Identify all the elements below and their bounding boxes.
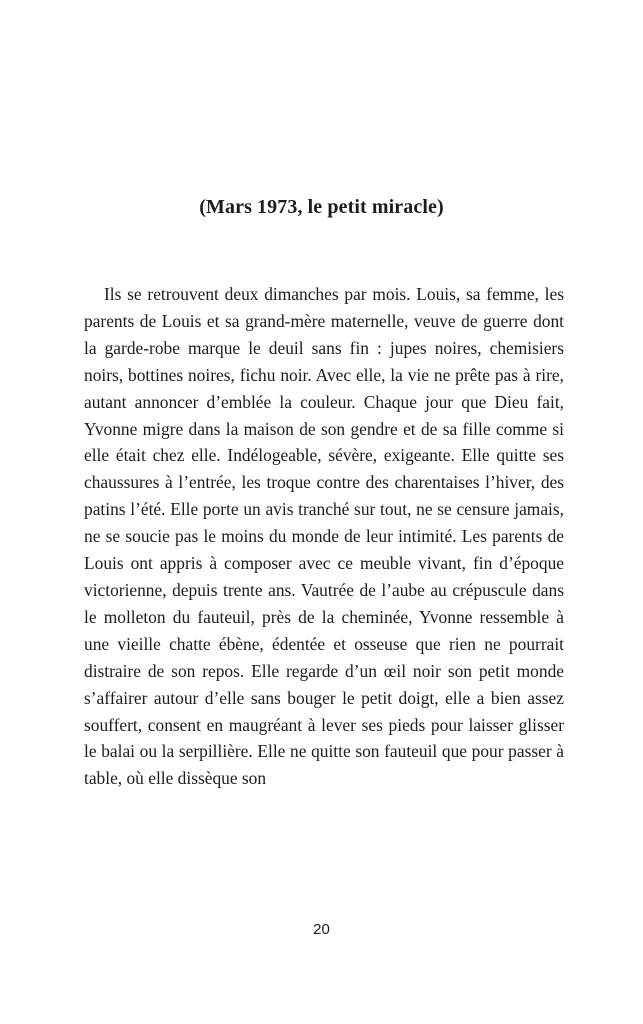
chapter-title: (Mars 1973, le petit miracle) (199, 196, 444, 218)
page-number: 20 (313, 921, 330, 938)
body-paragraph: Ils se retrouvent deux dimanches par mois. Louis, sa femme, les parents de Louis et sa grand-mère maternelle, veuve de guerre dont la garde-robe marque le deuil sans fin : jupes noires, chemisiers noirs, bottines noires, fichu noir. Avec elle, la vie ne prête pas à rire, autant annoncer d’emblée la couleur. Chaque jour que Dieu fait, Yvonne migre dans la maison de son gendre et de sa fille comme si elle était chez elle. Indélogeable, sévère, exigeante. Elle quitte ses chaussures à l’entrée, les troque contre des charentaises l’hiver, des patins l’été. Elle porte un avis tranché sur tout, ne se censure jamais, ne se soucie pas le moins du monde de leur intimité. Les parents de Louis ont appris à composer avec ce meuble vivant, fin d’époque victorienne, depuis trente ans. Vautrée de l’aube au crépuscule dans le molleton du fauteuil, près de la cheminée, Yvonne ressemble à une vieille chatte ébène, édentée et osseuse que rien ne pourrait distraire de son repos. Elle regarde d’un œil noir son petit monde s’affairer autour d’elle sans bouger le petit doigt, elle a bien assez souffert, consent en maugréant à lever ses pieds pour laisser glisser le balai ou la serpillière. Elle ne quitte son fauteuil que pour passer à table, où elle dissèque son (84, 284, 564, 789)
